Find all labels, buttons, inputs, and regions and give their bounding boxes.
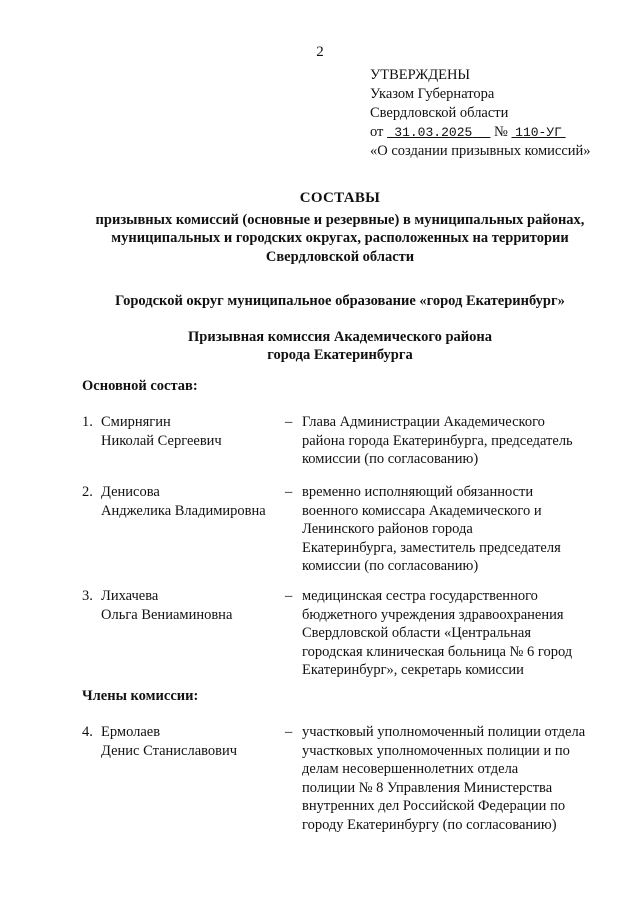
role-line: бюджетного учреждения здравоохранения [302, 606, 564, 623]
member-role [302, 483, 602, 576]
role-line: района города Екатеринбурга, председатель [302, 432, 573, 449]
member-name [101, 413, 291, 450]
role-line: временно исполняющий обязанности [302, 484, 534, 500]
decree-date-field [387, 124, 490, 140]
member-role [302, 723, 602, 834]
member-role [302, 413, 602, 469]
member-role [302, 587, 602, 680]
role-line: внутренних дел Российской Федерации по [302, 798, 566, 814]
role-line: городу Екатеринбургу (по согласованию) [302, 816, 557, 833]
role-line: Глава Администрации Академического [302, 414, 545, 430]
role-line: Свердловской области «Центральная [302, 625, 531, 641]
decree-number: 110-УГ [515, 125, 562, 140]
member-dash: – [285, 484, 293, 500]
approval-title: УТВЕРЖДЕНЫ [370, 67, 471, 83]
member-dash: – [285, 414, 293, 430]
document-subtitle-2: муниципальных и городских округах, расположенных на территории [111, 230, 569, 246]
role-line: делам несовершеннолетних отдела [302, 761, 519, 777]
section-main: Основной состав: [82, 378, 198, 394]
role-line: Ленинского районов города [302, 521, 473, 537]
member-given-names: Ольга Вениаминовна [101, 606, 233, 623]
role-line: городская клиническая больница № 6 город [302, 643, 573, 660]
decree-number-field [512, 124, 566, 140]
member-surname: Ермолаев [101, 724, 161, 740]
role-line: комиссии (по согласованию) [302, 451, 479, 467]
member-name [101, 723, 291, 760]
decree-name: «О создании призывных комиссий» [370, 143, 591, 159]
document-subtitle-1: призывных комиссий (основные и резервные) в муниципальных районах, [95, 211, 585, 228]
member-name [101, 483, 291, 520]
role-line: комиссии (по согласованию) [302, 558, 479, 574]
member-given-names: Анджелика Владимировна [101, 502, 266, 519]
member-given-names: Денис Станиславович [101, 742, 238, 759]
commission-heading [60, 328, 620, 364]
member-number: 3. [82, 588, 93, 604]
document-title: СОСТАВЫ [299, 190, 381, 206]
commission-line-1: Призывная комиссия Академического района [188, 329, 492, 345]
member-dash: – [285, 588, 293, 604]
member-number: 1. [82, 414, 93, 430]
member-surname: Денисова [101, 484, 160, 500]
role-line: полиции № 8 Управления Министерства [302, 779, 553, 796]
page-number: 2 [316, 44, 324, 60]
decree-date: 31.03.2025 [394, 125, 473, 140]
number-prefix: № [494, 124, 508, 140]
member-number: 4. [82, 724, 93, 740]
section-members: Члены комиссии: [82, 688, 199, 704]
date-prefix: от [370, 124, 384, 140]
member-number: 2. [82, 484, 93, 500]
approval-line-1: Указом Губернатора [370, 86, 495, 102]
role-line: Екатеринбурга, заместитель председателя [302, 539, 561, 556]
document-heading [60, 189, 620, 266]
member-surname: Лихачева [101, 588, 159, 604]
document-subtitle-3: Свердловской области [265, 248, 415, 265]
role-line: участковый уполномоченный полиции отдела [302, 724, 586, 740]
approval-stamp [370, 66, 591, 161]
approval-line-2: Свердловской области [370, 105, 509, 121]
role-line: медицинская сестра государственного [302, 588, 538, 604]
role-line: военного комиссара Академического и [302, 502, 542, 519]
member-dash: – [285, 724, 293, 740]
member-given-names: Николай Сергеевич [101, 432, 222, 449]
member-surname: Смирнягин [101, 414, 171, 430]
approval-date-line [370, 123, 591, 142]
member-name [101, 587, 291, 624]
district-heading: Городской округ муниципальное образование «город Екатеринбург» [115, 293, 565, 309]
commission-line-2: города Екатеринбурга [267, 347, 413, 363]
role-line: участковых уполномоченных полиции и по [302, 742, 570, 759]
role-line: Екатеринбург», секретарь комиссии [302, 662, 524, 678]
